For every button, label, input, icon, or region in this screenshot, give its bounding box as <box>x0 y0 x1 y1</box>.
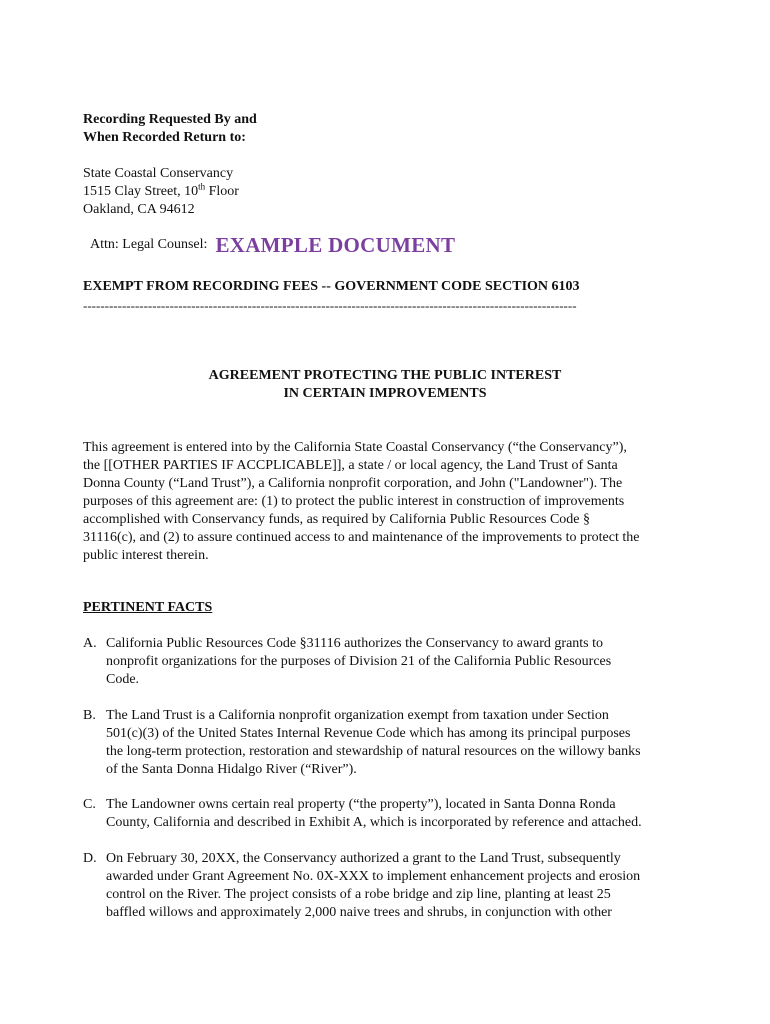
fact-text <box>106 707 691 779</box>
fact-text <box>106 850 691 922</box>
agreement-title-line-2: IN CERTAIN IMPROVEMENTS <box>283 386 487 401</box>
exempt-notice: EXEMPT FROM RECORDING FEES -- GOVERNMENT CODE SECTION 6103 <box>83 279 580 294</box>
intro-line: accomplished with Conservancy funds, as required by California Public Resources Code § <box>83 512 590 527</box>
intro-line: public interest therein. <box>83 548 209 563</box>
address-street-main: 1515 Clay Street, 10 <box>83 184 199 199</box>
fact-line: Code. <box>106 672 140 687</box>
intro-line: the [[OTHER PARTIES IF ACCPLICABLE]], a state / or local agency, the Land Trust of Santa <box>83 458 618 473</box>
return-address <box>83 165 239 219</box>
fact-line: California Public Resources Code §31116 authorizes the Conservancy to award grants to <box>106 636 604 651</box>
fact-line: awarded under Grant Agreement No. 0X-XXX to implement enhancement projects and erosion <box>106 869 641 884</box>
fact-text <box>106 635 691 689</box>
fact-letter: D. <box>83 851 97 866</box>
agreement-title-line-1: AGREEMENT PROTECTING THE PUBLIC INTEREST <box>208 368 562 383</box>
fact-item-a <box>83 635 691 689</box>
recording-header <box>83 111 257 147</box>
address-org: State Coastal Conservancy <box>83 166 234 181</box>
fact-line: The Landowner owns certain real property (“the property”), located in Santa Donna Ronda <box>106 797 616 812</box>
intro-line: This agreement is entered into by the California State Coastal Conservancy (“the Conservancy”), <box>83 440 627 455</box>
attn-label: Attn: Legal Counsel: <box>90 237 208 252</box>
fact-item-b <box>83 707 691 779</box>
fact-line: of the Santa Donna Hidalgo River (“River”). <box>106 762 357 777</box>
fact-item-d <box>83 850 691 922</box>
fact-line: the long-term protection, restoration and stewardship of natural resources on the willowy banks <box>106 744 641 759</box>
intro-line: Donna County (“Land Trust”), a California nonprofit corporation, and John ("Landowner"). The <box>83 476 623 491</box>
fact-line: On February 30, 20XX, the Conservancy authorized a grant to the Land Trust, subsequently <box>106 851 621 866</box>
address-street-ordinal: th <box>198 181 206 192</box>
intro-line: 31116(c), and (2) to assure continued access to and maintenance of the improvements to protect the <box>83 530 640 545</box>
fact-line: The Land Trust is a California nonprofit organization exempt from taxation under Section <box>106 708 609 723</box>
address-city: Oakland, CA 94612 <box>83 202 195 217</box>
address-street <box>83 183 239 201</box>
fact-text <box>106 796 691 832</box>
fact-letter: B. <box>83 708 96 723</box>
agreement-title <box>0 367 770 403</box>
fact-letter: A. <box>83 636 97 651</box>
example-document-watermark: EXAMPLE DOCUMENT <box>215 233 456 257</box>
recording-header-line-1: Recording Requested By and <box>83 112 257 127</box>
separator-line: ------------------------------------------------------------------------------------------------------------------ <box>83 298 577 313</box>
intro-line: purposes of this agreement are: (1) to protect the public interest in construction of improvements <box>83 494 625 509</box>
fact-line: County, California and described in Exhibit A, which is incorporated by reference and attached. <box>106 815 642 830</box>
fact-line: 501(c)(3) of the United States Internal Revenue Code which has among its principal purposes <box>106 726 631 741</box>
fact-line: nonprofit organizations for the purposes of Division 21 of the California Public Resources <box>106 654 612 669</box>
fact-item-c <box>83 796 691 832</box>
attention-line <box>90 233 456 257</box>
fact-line: baffled willows and approximately 2,000 naive trees and shrubs, in conjunction with other <box>106 905 612 920</box>
pertinent-facts-heading: PERTINENT FACTS <box>83 600 213 615</box>
recording-header-line-2: When Recorded Return to: <box>83 130 246 145</box>
address-street-floor: Floor <box>205 184 239 199</box>
fact-letter: C. <box>83 797 96 812</box>
fact-line: control on the River. The project consists of a robe bridge and zip line, planting at least 25 <box>106 887 611 902</box>
intro-paragraph <box>83 439 691 565</box>
